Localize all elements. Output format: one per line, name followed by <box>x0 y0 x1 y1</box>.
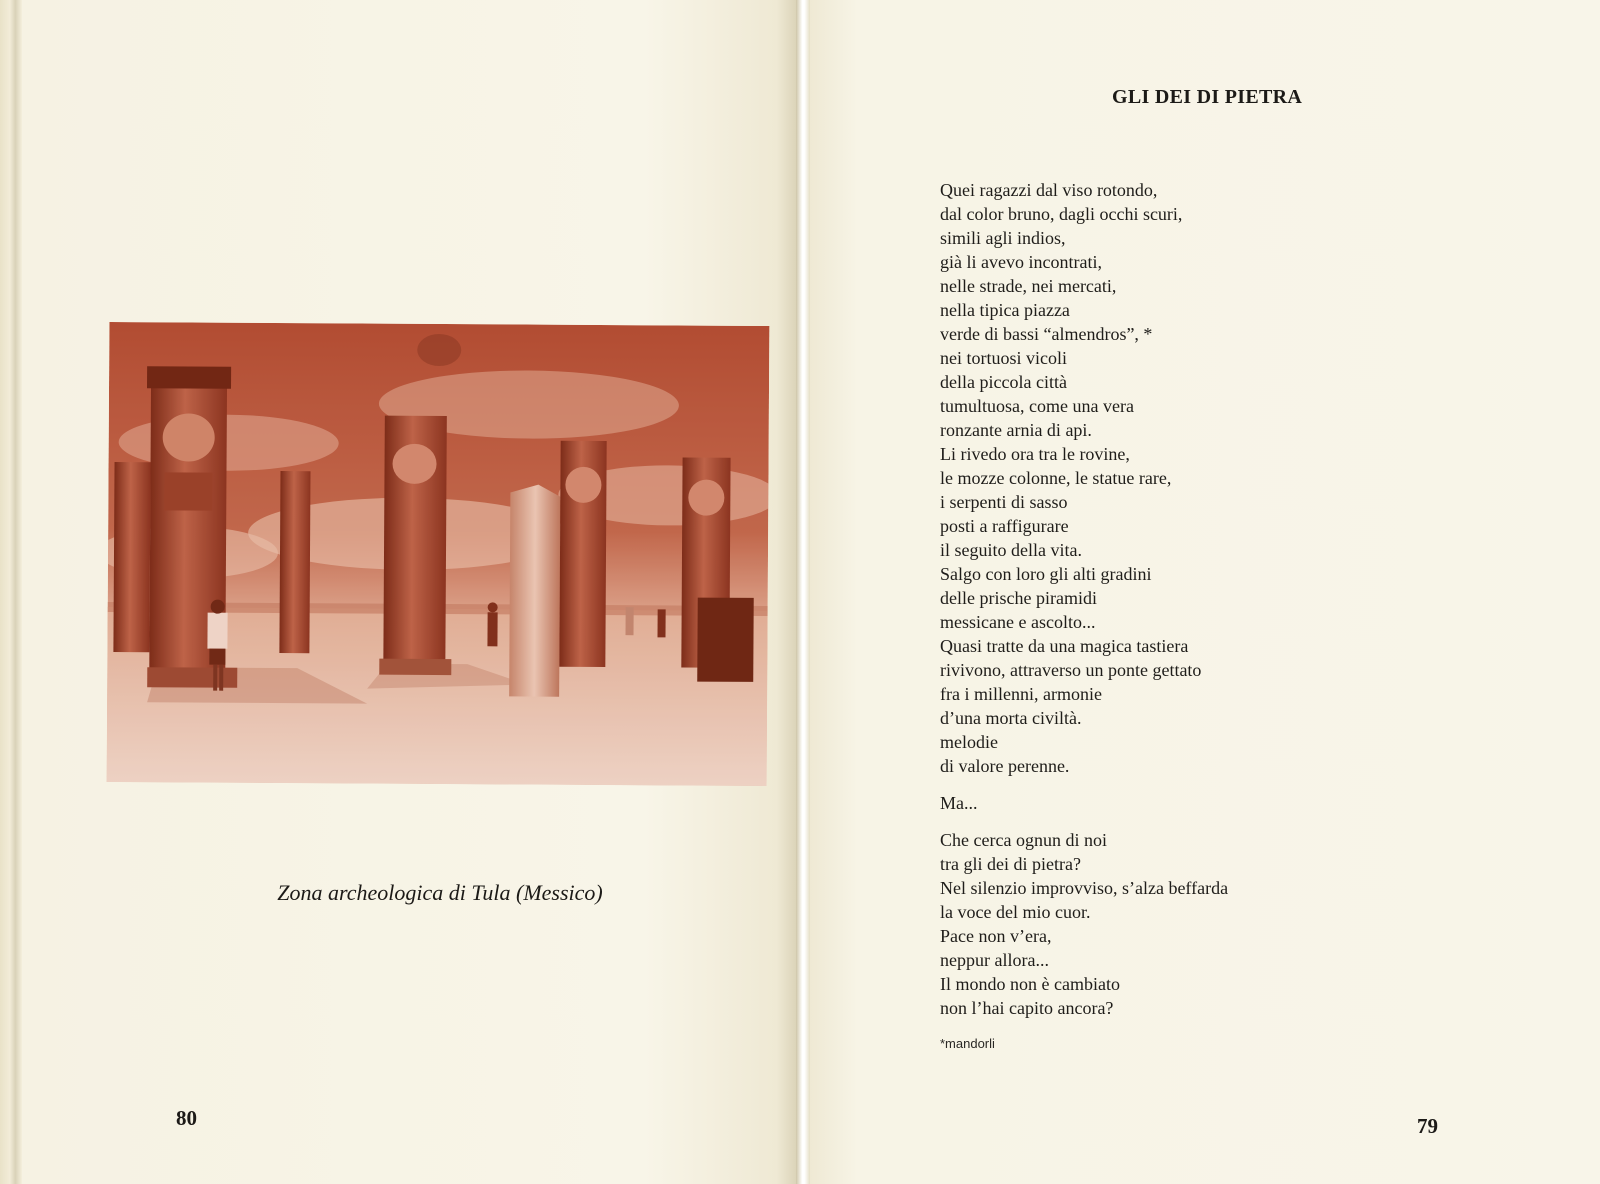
poem-line: Quasi tratte da una magica tastiera <box>940 636 1189 656</box>
poem-body <box>940 178 1370 1033</box>
poem-line: nei tortuosi vicoli <box>940 348 1067 368</box>
poem-line: nella tipica piazza <box>940 300 1070 320</box>
poem-line: le mozze colonne, le statue rare, <box>940 468 1172 488</box>
archaeological-photo <box>107 322 770 786</box>
poem-line: delle prische piramidi <box>940 588 1097 608</box>
poem-line: Che cerca ognun di noi <box>940 830 1107 850</box>
poem-line: d’una morta civiltà. <box>940 708 1082 728</box>
poem-line: di valore perenne. <box>940 756 1070 776</box>
poem-line: melodie <box>940 732 998 752</box>
poem-line: nelle strade, nei mercati, <box>940 276 1117 296</box>
page-number-right: 79 <box>1417 1114 1438 1138</box>
poem-line: dal color bruno, dagli occhi scuri, <box>940 204 1183 224</box>
page-edges <box>0 0 22 1184</box>
photo-caption: Zona archeologica di Tula (Messico) <box>277 880 603 905</box>
poem-title: GLI DEI DI PIETRA <box>1112 86 1303 108</box>
poem-line: fra i millenni, armonie <box>940 684 1102 704</box>
poem-line: Nel silenzio improvviso, s’alza beffarda <box>940 878 1229 898</box>
poem-stanza <box>940 178 1370 778</box>
poem-line: ronzante arnia di api. <box>940 420 1092 440</box>
poem-line: il seguito della vita. <box>940 540 1082 560</box>
poem-line: Li rivedo ora tra le rovine, <box>940 444 1130 464</box>
poem-line: neppur allora... <box>940 950 1049 970</box>
poem-line: tumultuosa, come una vera <box>940 396 1134 416</box>
poem-stanza <box>940 828 1370 1020</box>
poem-stanza <box>940 791 1370 815</box>
poem-line: Salgo con loro gli alti gradini <box>940 564 1152 584</box>
poem-line: tra gli dei di pietra? <box>940 854 1081 874</box>
poem-line: i serpenti di sasso <box>940 492 1068 512</box>
poem-line: rivivono, attraverso un ponte gettato <box>940 660 1202 680</box>
poem-line: Pace non v’era, <box>940 926 1052 946</box>
poem-line: la voce del mio cuor. <box>940 902 1091 922</box>
poem-line: posti a raffigurare <box>940 516 1069 536</box>
poem-line: Il mondo non è cambiato <box>940 974 1120 994</box>
poem-line: della piccola città <box>940 372 1067 392</box>
poem-line: simili agli indios, <box>940 228 1066 248</box>
poem-line: verde di bassi “almendros”, * <box>940 324 1153 344</box>
poem-line: messicane e ascolto... <box>940 612 1096 632</box>
footnote: *mandorli <box>940 1036 995 1051</box>
poem-line: Quei ragazzi dal viso rotondo, <box>940 180 1158 200</box>
page-number-left: 80 <box>176 1106 197 1130</box>
tula-atlantes-illustration <box>107 322 770 786</box>
poem-line: Ma... <box>940 793 978 813</box>
poem-line: già li avevo incontrati, <box>940 252 1102 272</box>
book-gutter <box>796 0 810 1184</box>
poem-line: non l’hai capito ancora? <box>940 998 1114 1018</box>
